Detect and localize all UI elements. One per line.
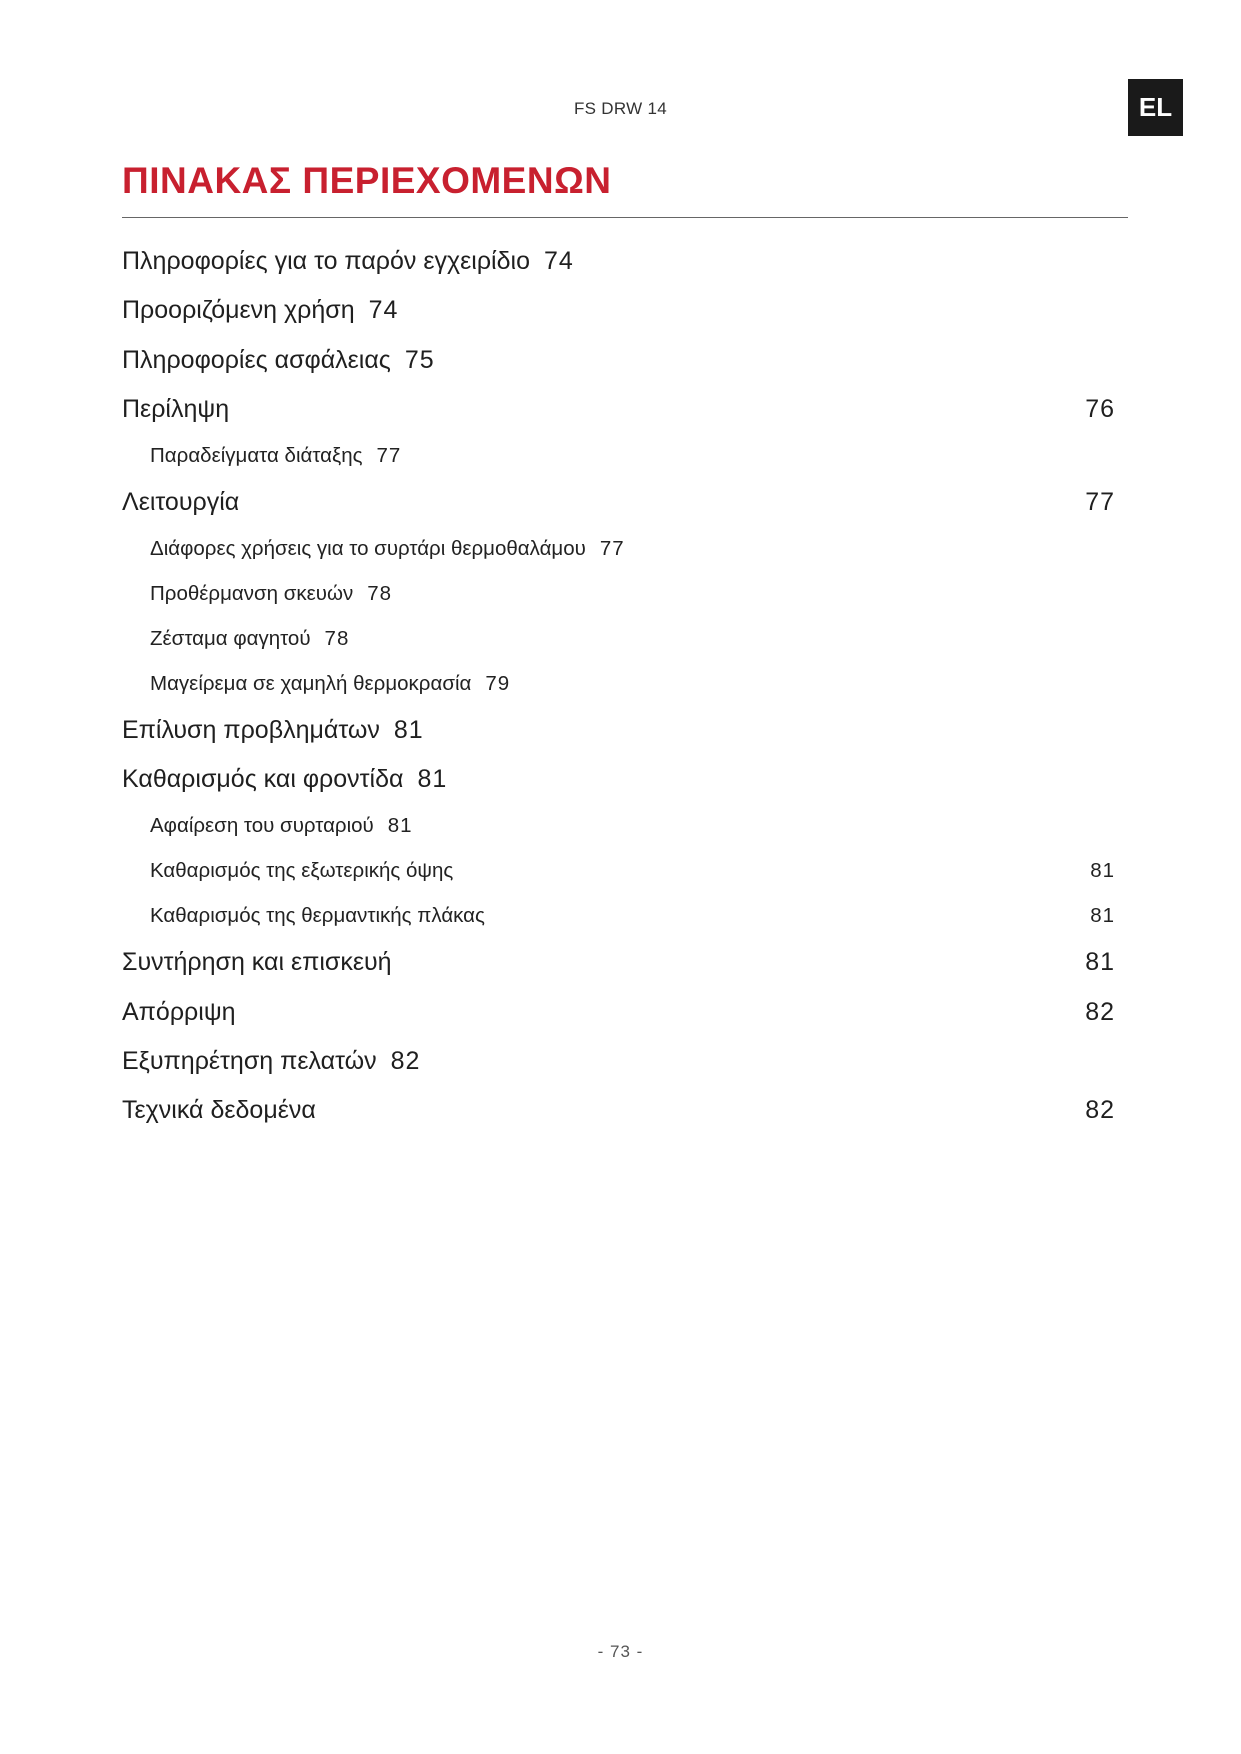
toc-entry-text: Αφαίρεση του συρταριού xyxy=(150,814,374,837)
toc-entry-page-disposal[interactable]: 82 xyxy=(1085,998,1115,1026)
toc-entry-page: 74 xyxy=(543,247,574,275)
toc-entry-page-technical-data[interactable]: 82 xyxy=(1085,1096,1115,1124)
toc-entry-text: Συντήρηση και επισκευή xyxy=(122,948,392,976)
toc-entry-text: Διάφορες χρήσεις για το συρτάρι θερμοθαλάμου xyxy=(150,537,586,560)
toc-entry-page: 78 xyxy=(367,582,393,605)
toc-entry-warming-food[interactable] xyxy=(150,627,349,651)
toc-entry-text: Απόρριψη xyxy=(122,998,236,1026)
toc-entry-page-cleaning-exterior[interactable]: 81 xyxy=(1090,859,1115,882)
toc-entry-text: Πληροφορίες για το παρόν εγχειρίδιο xyxy=(122,247,530,275)
toc-entry-page-operation[interactable]: 77 xyxy=(1085,488,1115,516)
toc-entry-operation[interactable] xyxy=(122,488,239,517)
toc-entry-text: Επίλυση προβλημάτων xyxy=(122,716,380,744)
toc-entry-page-overview[interactable]: 76 xyxy=(1085,395,1115,423)
toc-entry-disposal[interactable] xyxy=(122,998,236,1027)
toc-entry-text: Τεχνικά δεδομένα xyxy=(122,1096,316,1124)
toc-entry-preheating-dishes[interactable] xyxy=(150,582,392,606)
toc-entry-layout-examples[interactable] xyxy=(150,444,401,468)
toc-entry-text: Καθαρισμός της θερμαντικής πλάκας xyxy=(150,904,485,927)
toc-entry-page: 78 xyxy=(324,627,350,650)
toc-entry-text: Περίληψη xyxy=(122,395,230,423)
toc-entry-technical-data[interactable] xyxy=(122,1096,316,1125)
toc-entry-troubleshooting[interactable] xyxy=(122,716,424,745)
toc-entry-cleaning-care[interactable] xyxy=(122,765,447,794)
toc-entry-text: Εξυπηρέτηση πελατών xyxy=(122,1047,377,1075)
toc-entry-safety-information[interactable] xyxy=(122,346,435,375)
toc-entry-page: 77 xyxy=(599,537,625,560)
toc-entry-drawer-removal[interactable] xyxy=(150,814,413,838)
toc-entry-text: Ζέσταμα φαγητού xyxy=(150,627,311,650)
toc-entry-customer-service[interactable] xyxy=(122,1047,420,1076)
toc-entry-low-temperature-cooking[interactable] xyxy=(150,672,510,696)
toc-entry-text: Καθαρισμός και φροντίδα xyxy=(122,765,404,793)
toc-entry-cleaning-heating-plate[interactable] xyxy=(150,904,485,928)
toc-title: ΠΙΝΑΚΑΣ ΠΕΡΙΕΧΟΜΕΝΩΝ xyxy=(122,160,612,201)
toc-entry-page: 74 xyxy=(368,296,399,324)
toc-entry-text: Προοριζόμενη χρήση xyxy=(122,296,355,324)
toc-entry-various-uses[interactable] xyxy=(150,537,625,561)
toc-entry-page: 77 xyxy=(376,444,402,467)
language-badge: EL xyxy=(1128,79,1183,136)
toc-entry-intended-use[interactable] xyxy=(122,296,398,325)
page-number: - 73 - xyxy=(597,1642,644,1661)
toc-entry-page-cleaning-heating-plate[interactable]: 81 xyxy=(1090,904,1115,927)
toc-entry-page: 75 xyxy=(404,346,435,374)
toc-entry-page: 82 xyxy=(390,1047,421,1075)
toc-entry-text: Λειτουργία xyxy=(122,488,240,516)
toc-entry-page-maintenance-repair[interactable]: 81 xyxy=(1085,948,1115,976)
toc-entry-text: Μαγείρεμα σε χαμηλή θερμοκρασία xyxy=(150,672,472,695)
toc-entry-text: Καθαρισμός της εξωτερικής όψης xyxy=(150,859,454,882)
toc-entry-overview[interactable] xyxy=(122,395,229,424)
toc-entry-page: 81 xyxy=(387,814,413,837)
toc-entry-text: Παραδείγματα διάταξης xyxy=(150,444,363,467)
toc-entry-cleaning-exterior[interactable] xyxy=(150,859,453,883)
toc-entry-about-manual[interactable] xyxy=(122,247,574,276)
toc-entry-text: Πληροφορίες ασφάλειας xyxy=(122,346,391,374)
toc-entry-maintenance-repair[interactable] xyxy=(122,948,392,977)
toc-entry-page: 79 xyxy=(485,672,511,695)
toc-entry-page: 81 xyxy=(417,765,448,793)
toc-entry-page: 81 xyxy=(393,716,424,744)
toc-entry-text: Προθέρμανση σκευών xyxy=(150,582,354,605)
document-model-header: FS DRW 14 xyxy=(573,99,668,118)
